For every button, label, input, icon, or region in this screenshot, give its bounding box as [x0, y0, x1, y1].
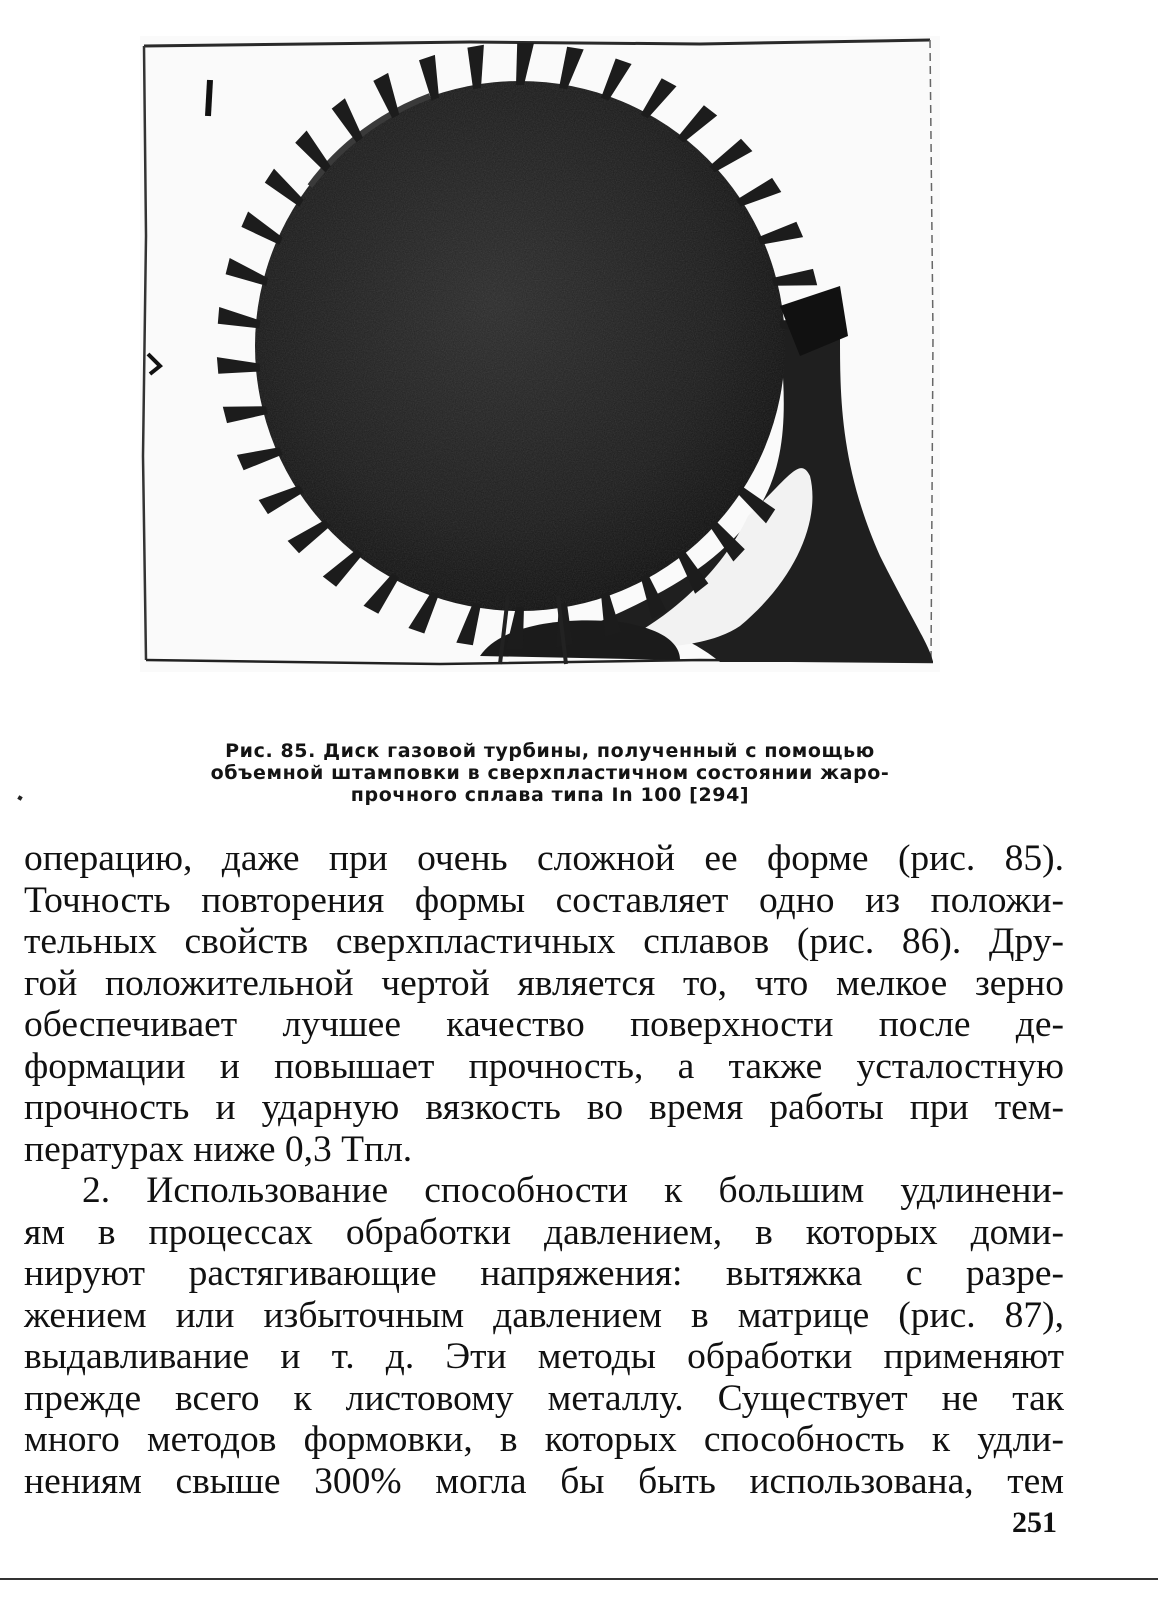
- text-line: 2. Использование способности к большим удлинени-: [82, 1170, 1064, 1211]
- caption-line: Рис. 85. Диск газовой турбины, полученный с помощью: [225, 740, 875, 762]
- text-line: прочность и ударную вязкость во время работы при тем-: [24, 1087, 1064, 1128]
- text-line: прежде всего к листовому металлу. Существует не так: [24, 1377, 1064, 1419]
- text-line: формации и повышает прочность, а также усталостную: [24, 1045, 1064, 1087]
- text-line: Точность повторения формы составляет одно из положи-: [24, 879, 1064, 921]
- text-line: выдавливание и т. д. Эти методы обработки применяют: [24, 1336, 1064, 1377]
- print-speck: [17, 795, 22, 800]
- text-line: много методов формовки, в которых способность к удли-: [24, 1419, 1064, 1460]
- text-line: ям в процессах обработки давлением, в которых доми-: [24, 1211, 1064, 1253]
- text-line: жением или избыточным давлением в матрице (рис. 87),: [24, 1294, 1064, 1336]
- text-line: нируют растягивающие напряжения: вытяжка с разре-: [24, 1253, 1064, 1294]
- text-line: обеспечивает лучшее качество поверхности после де-: [24, 1004, 1064, 1045]
- body-paragraphs: [24, 838, 1064, 1502]
- scan-edge-rule: [0, 1578, 1158, 1580]
- turbine-disk-photo: [140, 36, 940, 672]
- text-line: операцию, даже при очень сложной ее форме (рис. 85).: [24, 838, 1064, 879]
- text-line: пературах ниже 0,3 Tпл.: [24, 1128, 413, 1170]
- text-line: тельных свойств сверхпластичных сплавов (рис. 86). Дру-: [24, 921, 1064, 962]
- photo-left-mark: [208, 80, 210, 116]
- page-number: 251: [1012, 1506, 1057, 1539]
- caption-line: прочного сплава типа In 100 [294]: [350, 784, 750, 806]
- figure-caption: [150, 740, 950, 806]
- text-line: гой положительной чертой является то, что мелкое зерно: [24, 962, 1064, 1004]
- turbine-disk-figure: [140, 36, 940, 672]
- caption-line: объемной штамповки в сверхпластичном состоянии жаро-: [210, 762, 890, 784]
- text-line: нениям свыше 300% могла бы быть использована, тем: [24, 1460, 1064, 1502]
